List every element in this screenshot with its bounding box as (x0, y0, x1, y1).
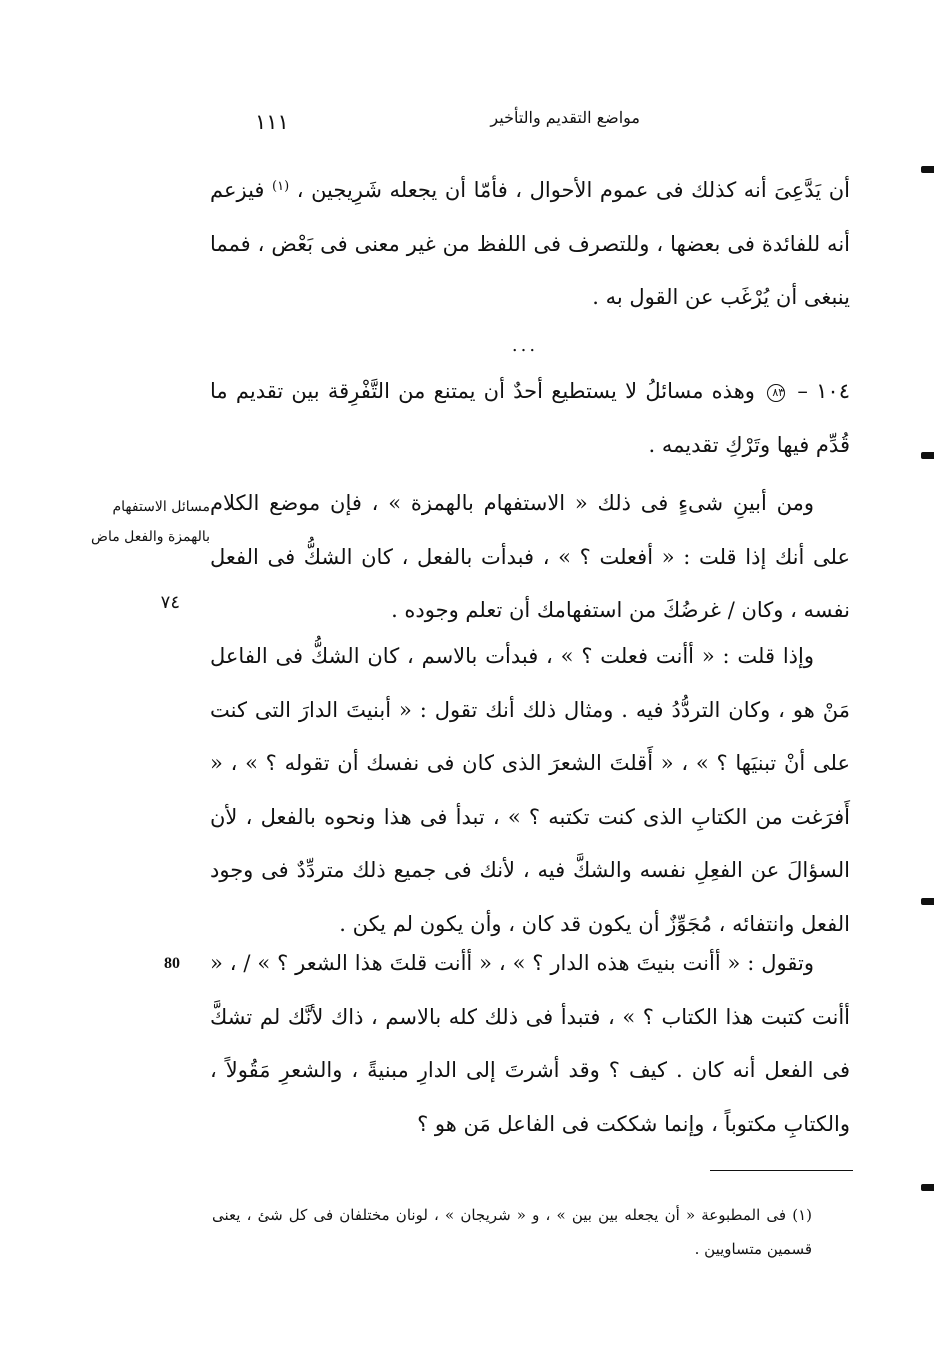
paragraph-104 (210, 365, 850, 472)
paragraph-examples: وتقول : « أأنت بنيتَ هذه الدار ؟ » ، « أأنت قلتَ هذا الشعر ؟ » / ، « أأنت كتبت هذا الكتاب ؟ » ، فتبدأ فى ذلك كله بالاسم ، ذاك لأنَّك لم تشكَّ فى الفعل أنه كان . كيف ؟ وقد أشرتَ إلى الدارِ مبنيةً ، والشعرِ مَقُولاً ، والكتابِ مكتوباً ، وإنما شككت فى الفاعل مَن هو ؟ (210, 951, 850, 1136)
page-edge-mark (921, 166, 934, 173)
paragraph-number: ١٠٤ – (789, 379, 850, 403)
margin-page-ref-latin: 80 (164, 955, 180, 972)
page-edge-mark (921, 898, 934, 905)
page-edge-mark (921, 1184, 934, 1191)
paragraph-text: أن يَدَّعِىَ أنه كذلك فى عموم الأحوال ، فأمّا أن يجعله شَرِيجين ، (296, 178, 850, 202)
paragraph-subject-first: وإذا قلت : « أأنت فعلت ؟ » ، فبدأت بالاسم ، كان الشكُّ فى الفاعل مَنْ هو ، وكان التردُّدُ فيه . ومثال ذلك أنك تقول : « أبنيتَ الدارَ التى كنت على أنْ تبنيَها ؟ » ، « أَقلتَ الشعرَ الذى كان فى نفسك أن تقوله ؟ » ، « أَفرَغت من الكتابِ الذى كنت تكتبه ؟ » ، تبدأ فى هذا ونحوه بالفعل ، لأن السؤالَ عن الفعِلِ نفسه والشكَّ فيه ، لأنك فى جميع ذلك متردِّدٌ فى وجود الفعل وانتفائه ، مُجَوِّزٌ أن يكون قد كان ، وأن يكون لم يكن . (210, 644, 850, 936)
paragraph-interrogative: ومن أبينِ شىءٍ فى ذلك « الاستفهام بالهمزة » ، فإن موضع الكلام على أنك إذا قلت : « أفعلت ؟ » ، فبدأت بالفعل ، كان الشكُّ فى الفعل نفسه ، وكان / غرضُكَ من استفهامك أن تعلم وجوده . (210, 491, 850, 622)
margin-note-line: بالهمزة والفعل ماض (91, 529, 210, 545)
paragraph-text: فيزعم أنه للفائدة فى بعضها ، وللتصرف فى اللفظ من غير معنى فى بَعْض ، فمما ينبغى أن يُرْغَب عن القول به . (210, 178, 850, 309)
page-edge-mark (921, 452, 934, 459)
page-number: ١١١ (255, 110, 289, 134)
margin-note-topic (60, 492, 210, 552)
paragraph-continuation (210, 160, 850, 325)
footnote-divider (710, 1170, 853, 1171)
running-header-title: مواضع التقديم والتأخير (490, 108, 640, 127)
paragraph-text: وهذه مسائلُ لا يستطيع أحدٌ أن يمتنع من التَّفْرِقة بين تقديم ما قُدِّم فيها وتَرْكِ تقديمه . (210, 379, 850, 457)
circled-note-number: ٨٣ (767, 384, 785, 402)
margin-note-line: مسائل الاستفهام (112, 499, 210, 515)
section-separator: ... (511, 335, 539, 356)
margin-page-ref: ٧٤ (160, 592, 180, 613)
footnote-text: (١) فى المطبوعة « أن يجعله بين بين » ، و « شريجان » ، لونان مختلفان فى كل شئ ، يعنى قسمين متساويين . (212, 1206, 812, 1258)
footnote-reference: (١) (272, 179, 290, 194)
